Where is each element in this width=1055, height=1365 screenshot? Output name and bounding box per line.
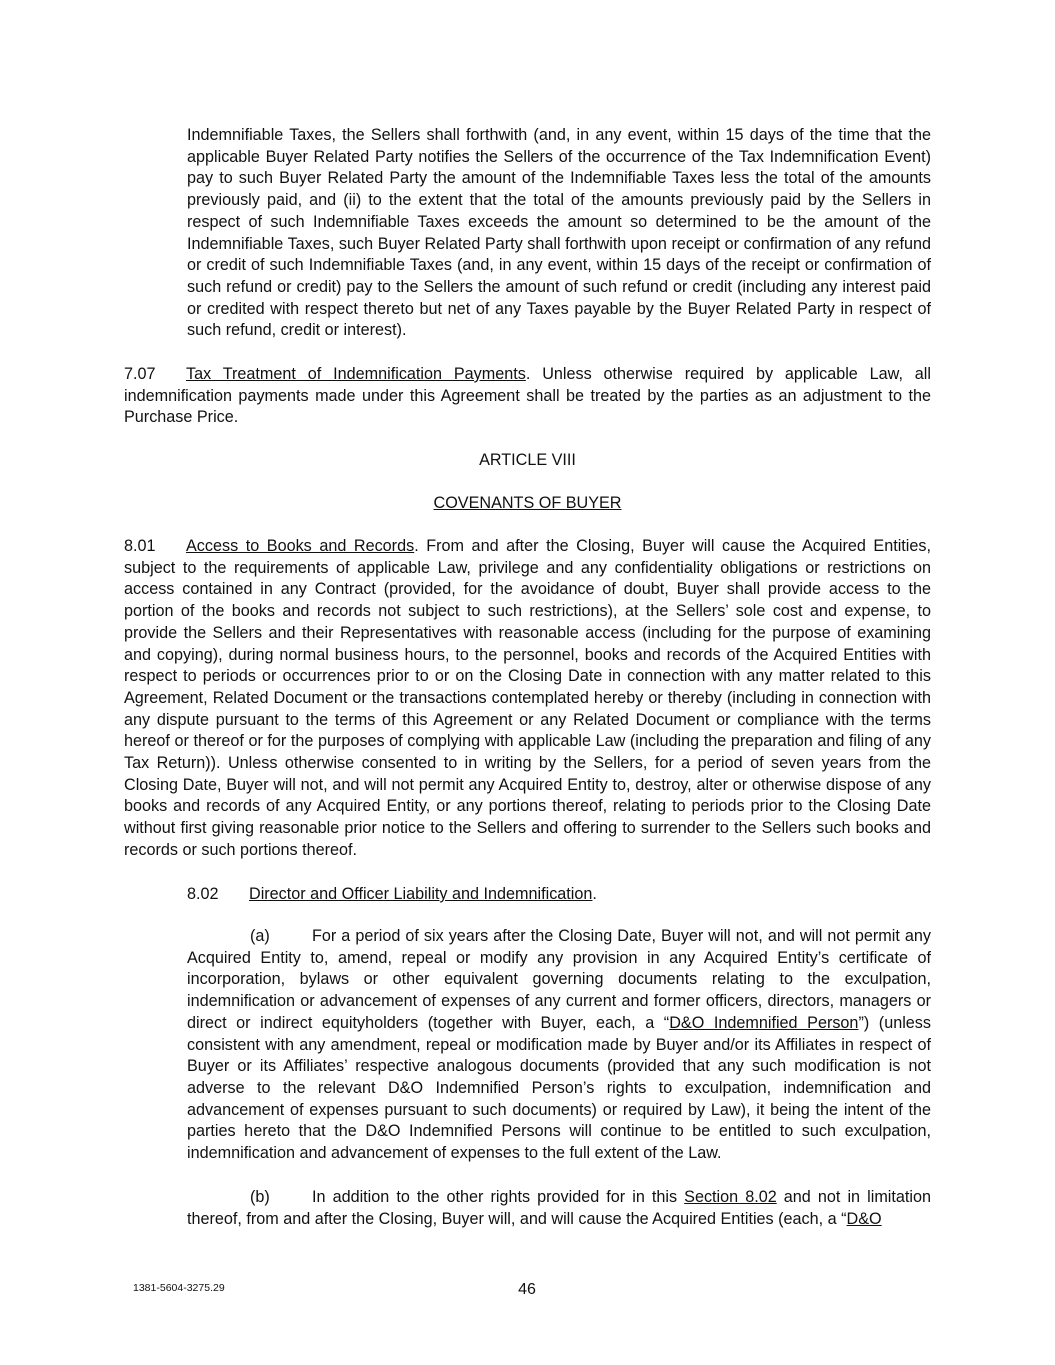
paragraph-text: Indemnifiable Taxes, the Sellers shall forthwith (and, in any event, within 15 days of the time that the applicable Buyer Related Party notifies the Sellers of the occurrence of the Tax Indemnification Event) pay to such Buyer Related Party the amount of the Indemnifiable Taxes less the total of the amounts previously paid, and (ii) to the extent that the total of the amounts previously paid by the Sellers in respect of such Indemnifiable Taxes exceeds the amount so determined to be the amount of the Indemnifiable Taxes, such Buyer Related Party shall forthwith upon receipt or confirmation of any refund or credit of such Indemnifiable Taxes (and, in any event, within 15 days of the receipt or confirmation of such refund or credit) pay to the Sellers the amount of such refund or credit (including any interest paid or credited with respect thereto but net of any Taxes payable by the Buyer Related Party in respect of such refund, credit or interest).	[187, 126, 931, 340]
paragraph-tax-indemnification-continued	[187, 125, 931, 342]
section-text: . From and after the Closing, Buyer will cause the Acquired Entities, subject to the requirements of applicable Law, privilege and any confidentiality obligations or restrictions on access contained in any Contract (provided, for the avoidance of doubt, Buyer shall provide access to the portion of the books and records not subject to such restrictions), at the Sellers’ sole cost and expense, to provide the Sellers and their Representatives with reasonable access (including for the purpose of examining and copying), during normal business hours, to the personnel, books and records of the Acquired Entities with respect to periods or occurrences prior to or on the Closing Date in connection with any matter related to this Agreement, Related Document or the transactions contemplated hereby or thereby (including in connection with any dispute pursuant to the terms of this Agreement or any Related Document or compliance with the terms hereof or thereof or for the purposes of complying with applicable Law (including the preparation and filing of any Tax Return)). Unless otherwise consented to in writing by the Sellers, for a period of seven years from the Closing Date, Buyer will not, and will not permit any Acquired Entity to, destroy, alter or otherwise dispose of any books and records of any Acquired Entity, or any portions thereof, relating to periods prior to the Closing Date without first giving reasonable prior notice to the Sellers and offering to surrender to the Sellers such books and records or such portions thereof.	[124, 537, 931, 859]
subsection-text-continued: and not in limitation thereof, from and after the Closing, Buyer will, and will cause the Acquired Entities (each, a “	[187, 1188, 931, 1228]
subsection-text: For a period of six years after the Closing Date, Buyer will not, and will not permit any Acquired Entity to, amend, repeal or modify any provision in any Acquired Entity’s certificate of incorporation, bylaws or other equivalent governing documents relating to the exculpation, indemnification or advancement of expenses of any current and former officers, directors, managers or direct or indirect equityholders (together with Buyer, each, a “	[187, 927, 931, 1032]
subsection-label: (a)	[250, 927, 270, 945]
subsection-label: (b)	[250, 1188, 270, 1206]
section-title: Director and Officer Liability and Indemnification	[249, 885, 593, 903]
section-period: .	[592, 885, 597, 903]
section-title: Access to Books and Records	[186, 537, 415, 555]
subsection-a	[187, 926, 931, 1165]
subsection-text: In addition to the other rights provided for in this	[312, 1188, 685, 1206]
defined-term: D&O	[846, 1209, 882, 1228]
page-number: 46	[518, 1281, 536, 1298]
section-title: Tax Treatment of Indemnification Payments	[186, 365, 526, 383]
section-8-02	[124, 884, 931, 906]
section-number: 7.07	[124, 365, 156, 383]
section-number: 8.01	[124, 537, 156, 555]
subsection-text-continued: ”) (unless consistent with any amendment, repeal or modification made by Buyer and/or its Affiliates in respect of Buyer or its Affiliates’ respective analogous documents (provided that any such modification is not adverse to the relevant D&O Indemnified Person’s rights to exculpation, indemnification and advancement of expenses pursuant to such documents) or required by Law), it being the intent of the parties hereto that the D&O Indemnified Persons will continue to be entitled to such exculpation, indemnification and advancement of expenses to the full extent of the Law.	[187, 1013, 931, 1163]
section-7-07	[124, 364, 931, 429]
article-title	[124, 493, 931, 515]
document-id: 1381-5604-3275.29	[133, 1282, 225, 1294]
section-number: 8.02	[187, 885, 219, 903]
defined-term: D&O Indemnified Person	[669, 1013, 859, 1032]
section-8-01	[124, 536, 931, 862]
article-title-text: COVENANTS OF BUYER	[433, 494, 622, 512]
article-heading: ARTICLE VIII	[479, 451, 576, 469]
section-text: . Unless otherwise required by applicable Law, all indemnification payments made under this Agreement shall be treated by the parties as an adjustment to the Purchase Price.	[124, 365, 932, 427]
section-reference: Section 8.02	[684, 1188, 777, 1206]
subsection-b	[187, 1187, 931, 1230]
